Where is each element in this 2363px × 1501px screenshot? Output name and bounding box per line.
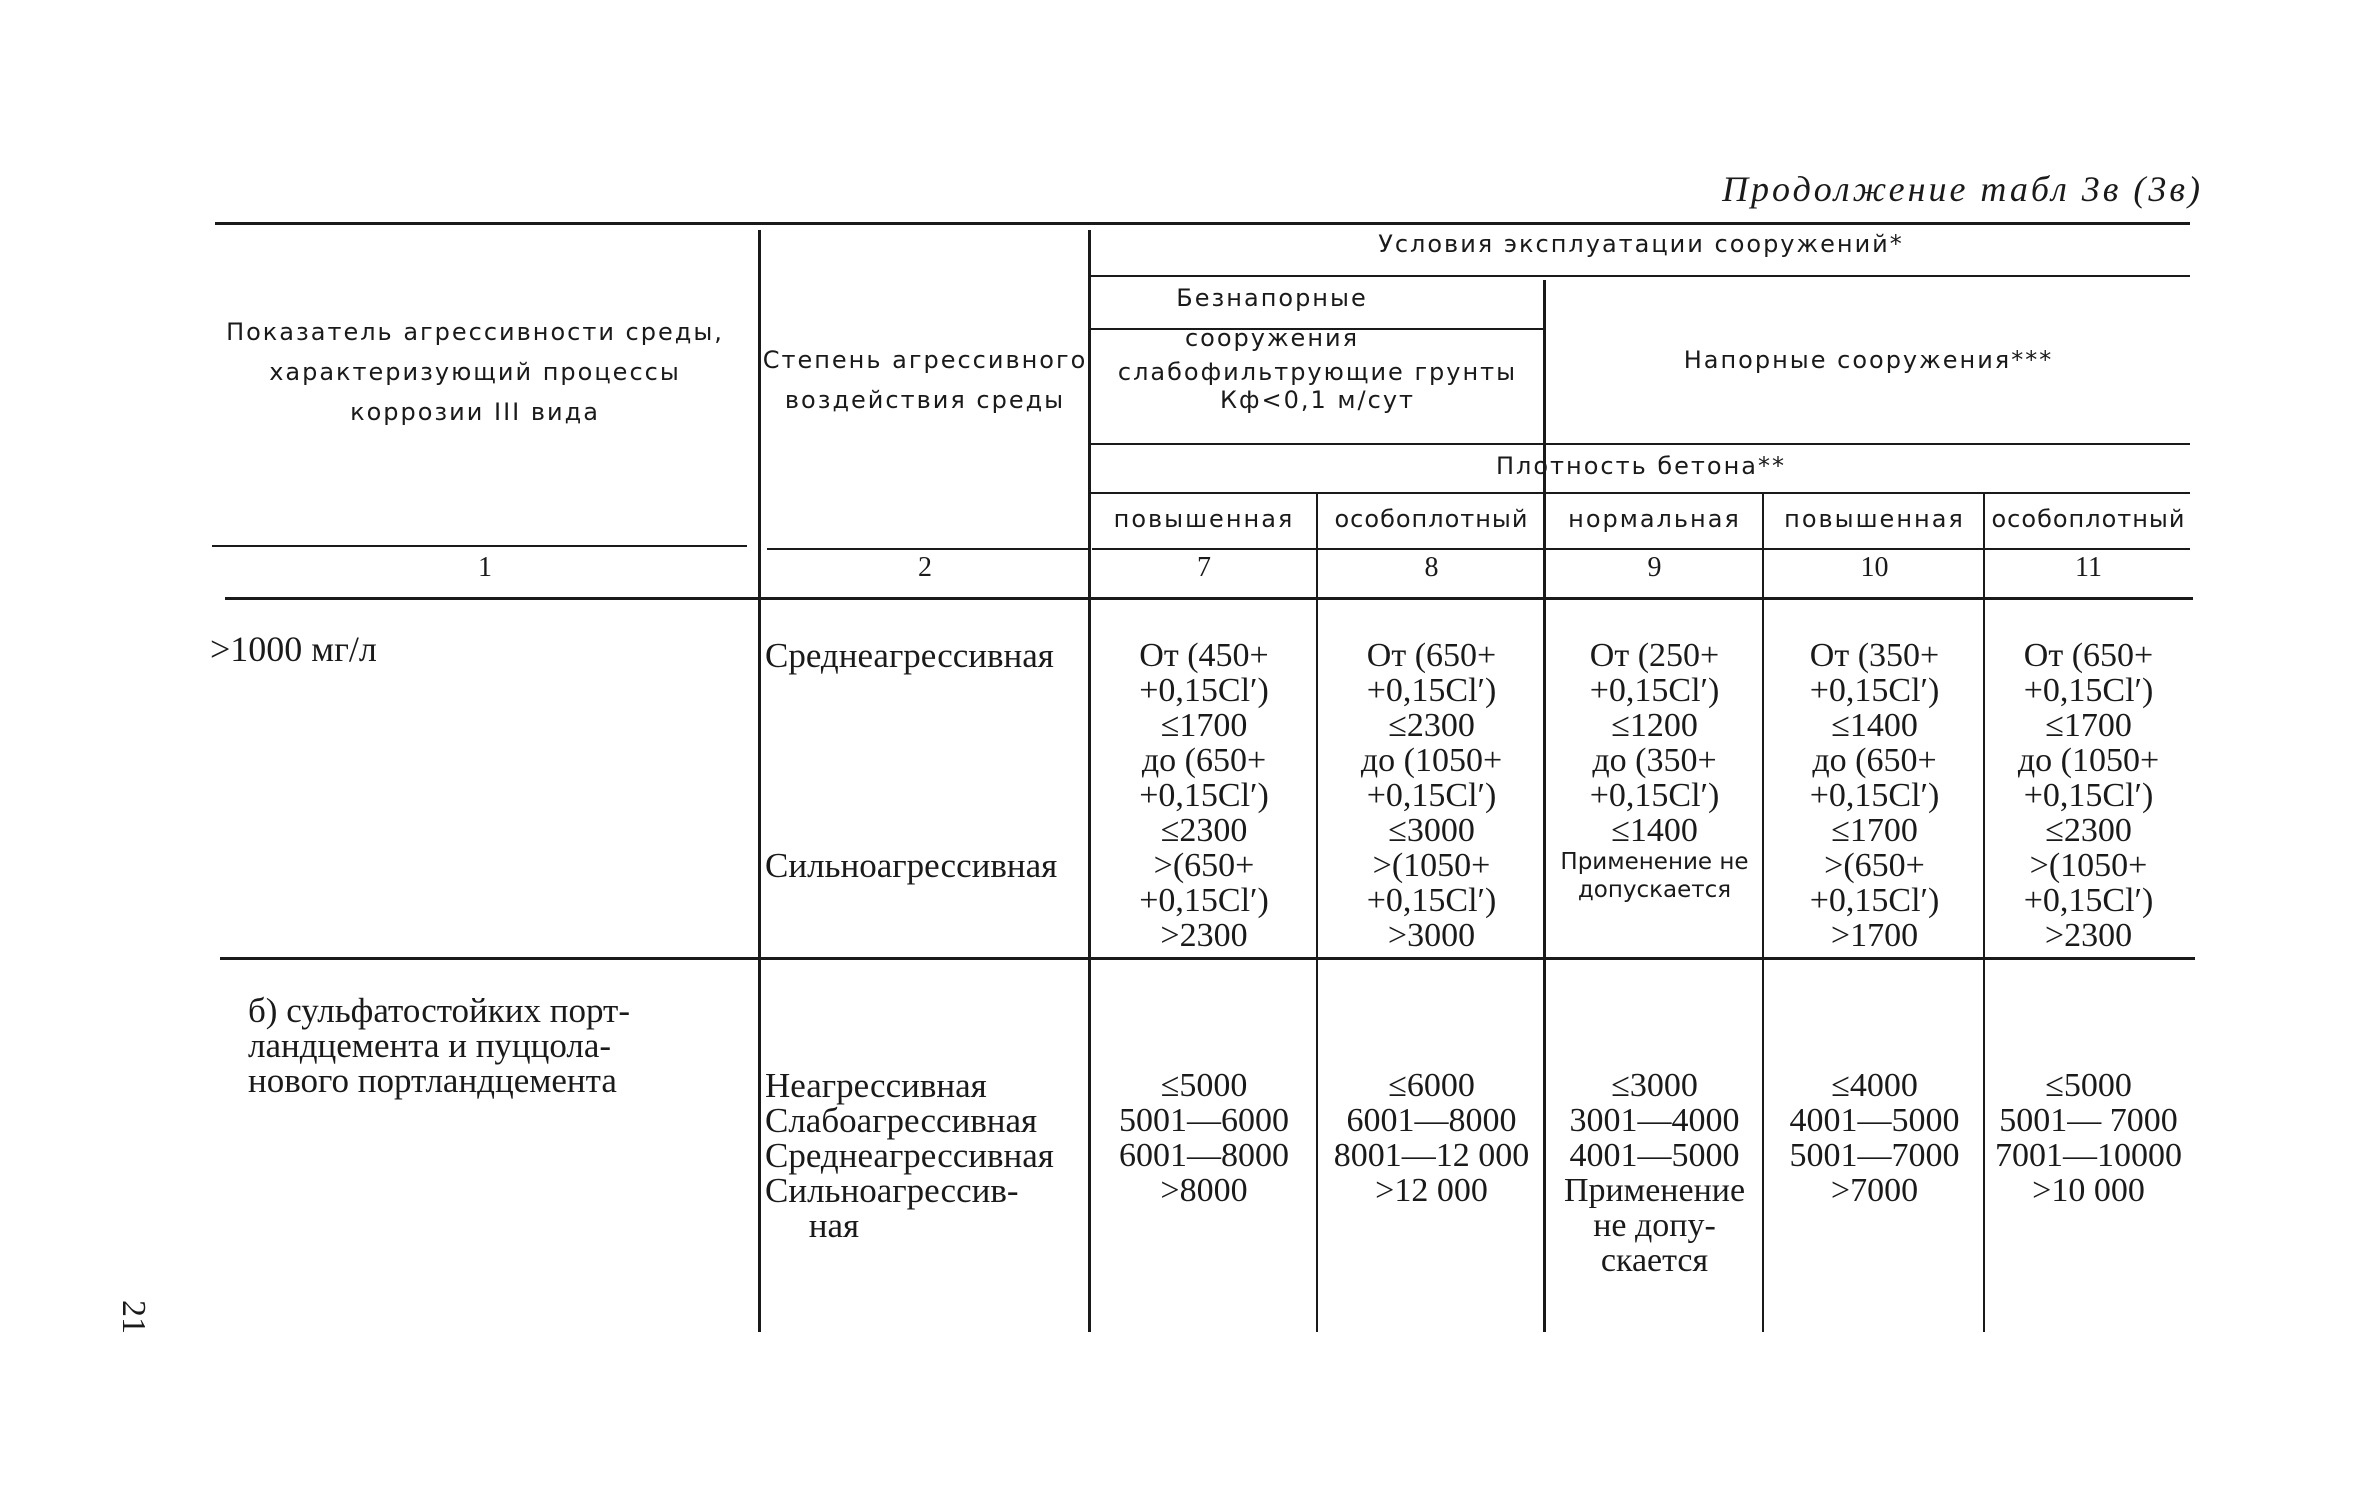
table-continuation-title: Продолжение табл 3в (3в) — [1722, 169, 2203, 209]
column-rule-11 — [1983, 492, 1985, 1332]
column-number: 10 — [1860, 552, 1889, 583]
indicator-column-header: Показатель агрессивности среды, характеризующий процессы коррозии III вида — [226, 318, 724, 426]
column-number: 11 — [2075, 552, 2102, 583]
column-number: 2 — [918, 552, 932, 583]
density-bottom-rule — [1090, 492, 2190, 494]
column-number: 9 — [1647, 552, 1662, 583]
degree-medium-aggressive: Среднеагрессивная — [765, 636, 1054, 675]
column-rule-10 — [1762, 492, 1764, 1332]
sulfate-resistant-cement-label: б) сульфатостойких порт- ландцемента и пуццола- нового портландцемента — [248, 991, 630, 1100]
density-header-col7: повышенная — [1113, 505, 1295, 533]
column-numbers-rule — [225, 597, 2193, 600]
cell-a-col7: От (450+ +0,15Cl′) ≤1700 до (650+ +0,15Cl′) ≤2300 >(650+ +0,15Cl′) >2300 — [1139, 637, 1269, 954]
not-allowed-note: Применение не допускается — [1560, 849, 1749, 903]
cell-b-col9: ≤3000 3001—4000 4001—5000 Применение не допу- скается — [1563, 1067, 1746, 1279]
cell-b-col7: ≤5000 5001—6000 6001—8000 >8000 — [1119, 1067, 1289, 1209]
density-header-col10: повышенная — [1784, 505, 1965, 533]
column-rule-2 — [758, 230, 761, 1332]
density-top-rule — [1090, 443, 2190, 445]
operating-conditions-header: Условия эксплуатации сооружений* — [1378, 230, 1904, 258]
column-rule-7 — [1088, 230, 1091, 1332]
cell-b-col10: ≤4000 4001—5000 5001—7000 >7000 — [1789, 1067, 1960, 1209]
conditions-rule — [1090, 275, 2190, 277]
weak-filtering-soils-header: слабофильтрующие грунты — [1117, 358, 1518, 386]
cell-a-col9: От (250+ +0,15Cl′) ≤1200 до (350+ +0,15Cl′) ≤1400 — [1589, 637, 1720, 849]
density-header-col11: особоплотный — [1991, 505, 2186, 533]
filtration-coefficient-header: Кф<0,1 м/сут — [1219, 386, 1416, 414]
cell-b-col11: ≤5000 5001— 7000 7001—10000 >10 000 — [1995, 1067, 2182, 1209]
concrete-density-header: Плотность бетона** — [1495, 452, 1786, 480]
header-rule-col1 — [212, 545, 747, 547]
non-pressure-structures-header: Безнапорные сооружения — [1176, 284, 1368, 352]
chloride-indicator: >1000 мг/л — [210, 629, 377, 669]
header-rule-data — [1092, 548, 2190, 550]
pressure-structures-header: Напорные сооружения*** — [1683, 346, 2054, 374]
column-rule-9 — [1543, 280, 1546, 1332]
column-number: 7 — [1197, 552, 1211, 583]
degree-strongly-aggressive: Сильноагрессивная — [765, 846, 1058, 885]
density-header-col8: особоплотный — [1334, 505, 1529, 533]
cell-a-col10: От (350+ +0,15Cl′) ≤1400 до (650+ +0,15Cl′) ≤1700 >(650+ +0,15Cl′) >1700 — [1809, 637, 1940, 954]
density-header-col9: нормальная — [1568, 505, 1741, 533]
page-number: 21 — [115, 1300, 152, 1334]
cell-a-col8: От (650+ +0,15Cl′) ≤2300 до (1050+ +0,15Cl′) ≤3000 >(1050+ +0,15Cl′) >3000 — [1360, 637, 1503, 954]
header-rule-col2 — [767, 548, 1089, 550]
column-rule-8 — [1316, 492, 1318, 1332]
degree-column-header: Степень агрессивного воздействия среды — [762, 346, 1088, 414]
cell-b-col8: ≤6000 6001—8000 8001—12 000 >12 000 — [1333, 1067, 1530, 1209]
cell-a-col11: От (650+ +0,15Cl′) ≤1700 до (1050+ +0,15Cl′) ≤2300 >(1050+ +0,15Cl′) >2300 — [2017, 637, 2160, 954]
degree-list-b: Неагрессивная Слабоагрессивная Среднеагрессивная Сильноагрессив- ная — [765, 1066, 1054, 1245]
section-divider-rule — [220, 957, 2195, 960]
column-number: 8 — [1424, 552, 1439, 583]
column-number: 1 — [478, 552, 492, 583]
